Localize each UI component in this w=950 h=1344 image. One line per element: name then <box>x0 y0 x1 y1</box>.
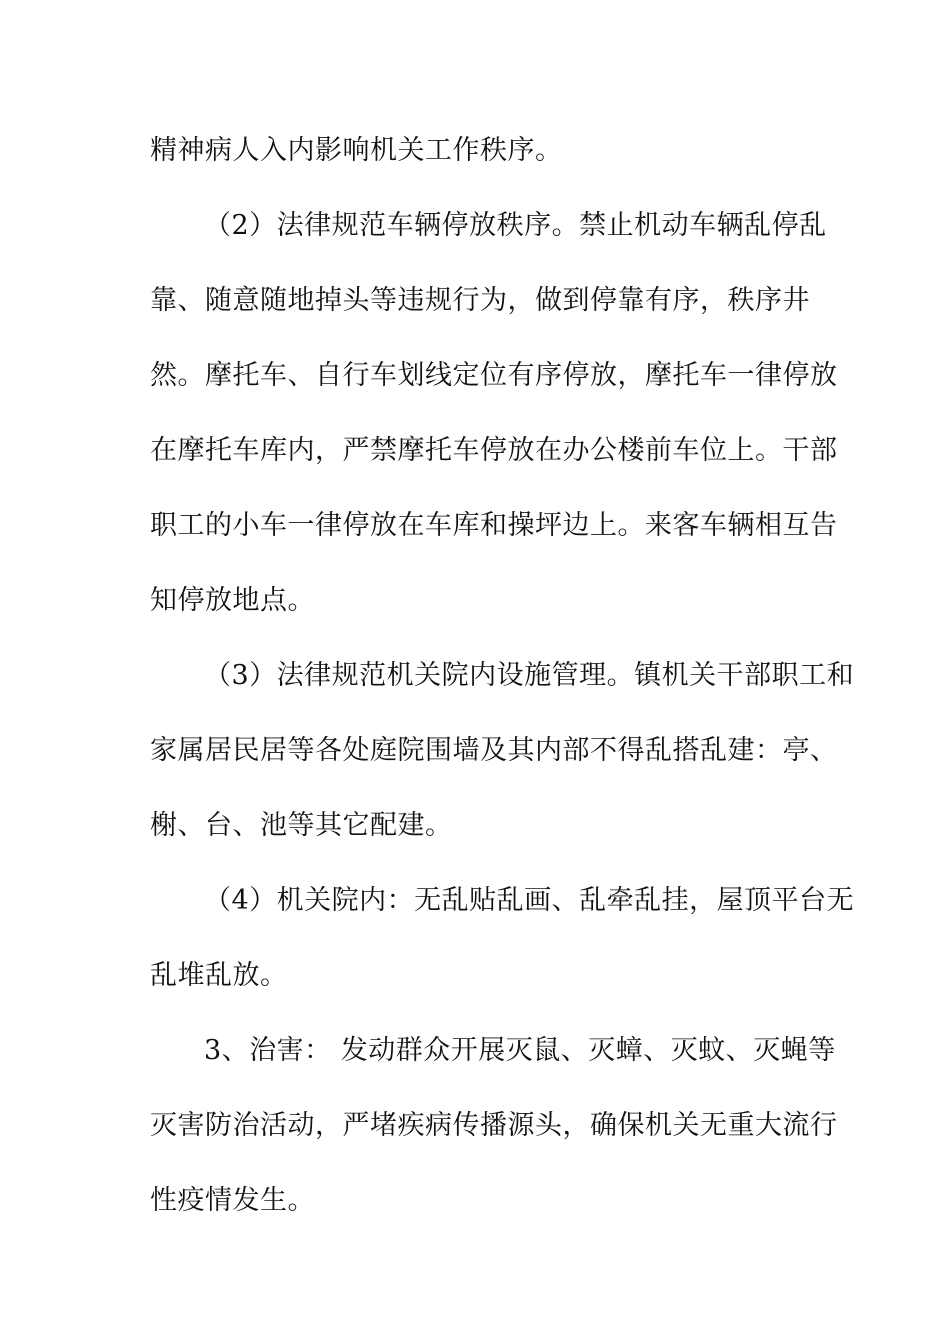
paragraph-2-start: （2）法律规范车辆停放秩序。禁止机动车辆乱停乱 <box>204 210 827 241</box>
text-line: 家属居民居等各处庭院围墙及其内部不得乱搭乱建：亭、 <box>150 735 838 766</box>
section-3-start: 3、治害： 发动群众开展灭鼠、灭蟑、灭蚊、灭蝇等 <box>204 1035 836 1066</box>
text-line: 性疫情发生。 <box>150 1185 315 1216</box>
text-line: 榭、台、池等其它配建。 <box>150 810 453 841</box>
text-line: 职工的小车一律停放在车库和操坪边上。来客车辆相互告 <box>150 510 838 541</box>
text-line: 灭害防治活动，严堵疾病传播源头，确保机关无重大流行 <box>150 1110 838 1141</box>
text-line: 知停放地点。 <box>150 585 315 616</box>
paragraph-4-start: （4）机关院内：无乱贴乱画、乱牵乱挂，屋顶平台无 <box>204 885 855 916</box>
text-line: 在摩托车库内，严禁摩托车停放在办公楼前车位上。干部 <box>150 435 838 466</box>
text-line: 精神病人入内影响机关工作秩序。 <box>150 135 563 166</box>
text-line: 乱堆乱放。 <box>150 960 288 991</box>
text-line: 靠、随意随地掉头等违规行为，做到停靠有序，秩序井 <box>150 285 810 316</box>
text-line: 然。摩托车、自行车划线定位有序停放，摩托车一律停放 <box>150 360 838 391</box>
paragraph-3-start: （3）法律规范机关院内设施管理。镇机关干部职工和 <box>204 660 855 691</box>
